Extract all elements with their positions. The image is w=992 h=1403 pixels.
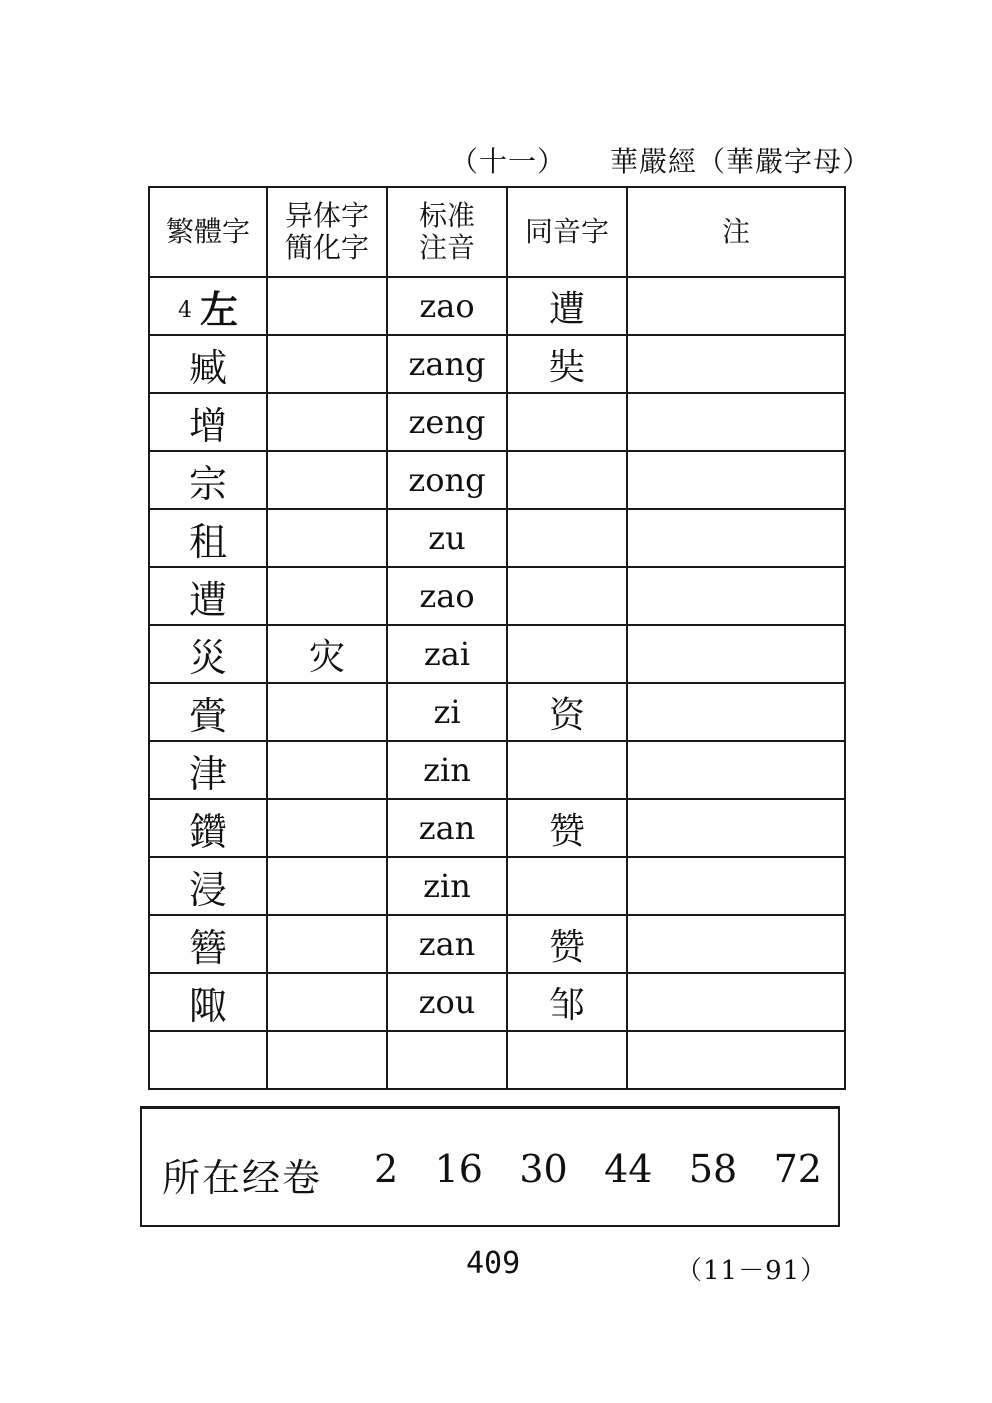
section-number: （十一）: [450, 145, 567, 178]
traditional-char-cell: 鑽: [149, 799, 267, 857]
volume-label: 所在经卷: [162, 1156, 323, 1200]
variant-char-cell: [267, 509, 387, 567]
note-cell: [627, 567, 845, 625]
table-row: [149, 915, 845, 973]
page-header: [450, 140, 871, 180]
homophone-cell: [507, 1031, 627, 1089]
variant-char-cell: [267, 973, 387, 1031]
homophone-cell: [507, 625, 627, 683]
note-cell: [627, 393, 845, 451]
page-title: 華嚴經（華嚴字母）: [610, 145, 872, 178]
volume-number: 44: [604, 1147, 653, 1191]
variant-char-cell: 灾: [267, 625, 387, 683]
pinyin-cell: zai: [387, 625, 507, 683]
variant-char-cell: [267, 451, 387, 509]
character-table: [148, 186, 846, 1090]
table-row: [149, 277, 845, 335]
homophone-cell: [507, 393, 627, 451]
table-body: [149, 277, 845, 1089]
volume-number: 72: [773, 1147, 822, 1191]
homophone-cell: [507, 509, 627, 567]
note-cell: [627, 799, 845, 857]
traditional-char-cell: 遭: [149, 567, 267, 625]
homophone-cell: [507, 567, 627, 625]
variant-char-cell: [267, 277, 387, 335]
variant-char-cell: [267, 799, 387, 857]
traditional-char-cell: 簪: [149, 915, 267, 973]
pinyin-cell: zi: [387, 683, 507, 741]
volume-box: [140, 1106, 840, 1227]
note-cell: [627, 915, 845, 973]
homophone-cell: 赞: [507, 799, 627, 857]
homophone-cell: [507, 857, 627, 915]
note-cell: [627, 509, 845, 567]
table-row: [149, 973, 845, 1031]
header-pinyin: 标准 注音: [387, 187, 507, 277]
traditional-char-cell: 臧: [149, 335, 267, 393]
pinyin-cell: zeng: [387, 393, 507, 451]
pinyin-cell: zan: [387, 799, 507, 857]
traditional-char-cell: 津: [149, 741, 267, 799]
variant-char-cell: [267, 335, 387, 393]
table-header-row: [149, 187, 845, 277]
traditional-char-cell: 陬: [149, 973, 267, 1031]
note-cell: [627, 625, 845, 683]
table-row: [149, 393, 845, 451]
table-row: [149, 683, 845, 741]
variant-char-cell: [267, 567, 387, 625]
homophone-cell: 邹: [507, 973, 627, 1031]
homophone-cell: 赞: [507, 915, 627, 973]
homophone-cell: [507, 451, 627, 509]
volume-number: 2: [374, 1147, 399, 1191]
table-row: [149, 509, 845, 567]
note-cell: [627, 277, 845, 335]
volume-list: [374, 1147, 822, 1191]
variant-char-cell: [267, 915, 387, 973]
traditional-char-cell: 災: [149, 625, 267, 683]
variant-char-cell: [267, 857, 387, 915]
header-homophone: 同音字: [507, 187, 627, 277]
pinyin-cell: zao: [387, 277, 507, 335]
note-cell: [627, 973, 845, 1031]
variant-char-cell: [267, 683, 387, 741]
note-cell: [627, 1031, 845, 1089]
homophone-cell: 资: [507, 683, 627, 741]
volume-number: 16: [434, 1147, 483, 1191]
volume-number: 58: [688, 1147, 738, 1191]
pinyin-cell: zin: [387, 857, 507, 915]
note-cell: [627, 857, 845, 915]
volume-number: 30: [519, 1147, 568, 1191]
table-row: [149, 857, 845, 915]
pinyin-cell: zang: [387, 335, 507, 393]
table-row: [149, 741, 845, 799]
note-cell: [627, 335, 845, 393]
pinyin-cell: zao: [387, 567, 507, 625]
header-traditional: 繁體字: [149, 187, 267, 277]
variant-char-cell: [267, 1031, 387, 1089]
traditional-char-cell: 宗: [149, 451, 267, 509]
pinyin-cell: zu: [387, 509, 507, 567]
table-row: [149, 1031, 845, 1089]
traditional-char-cell: [149, 1031, 267, 1089]
homophone-cell: 奘: [507, 335, 627, 393]
variant-char-cell: [267, 393, 387, 451]
note-cell: [627, 741, 845, 799]
table-row: [149, 335, 845, 393]
pinyin-cell: zong: [387, 451, 507, 509]
table-row: [149, 799, 845, 857]
traditional-char-cell: 4 左: [149, 277, 267, 335]
table-row: [149, 567, 845, 625]
header-variant: 异体字 簡化字: [267, 187, 387, 277]
homophone-cell: [507, 741, 627, 799]
header-note: 注: [627, 187, 845, 277]
pinyin-cell: zou: [387, 973, 507, 1031]
variant-char-cell: [267, 741, 387, 799]
pinyin-cell: zan: [387, 915, 507, 973]
table-row: [149, 625, 845, 683]
traditional-char-cell: 增: [149, 393, 267, 451]
note-cell: [627, 451, 845, 509]
traditional-char-cell: 租: [149, 509, 267, 567]
row-marker: 4: [177, 297, 192, 323]
catalog-code: （11－91）: [676, 1256, 828, 1286]
pinyin-cell: zin: [387, 741, 507, 799]
table-row: [149, 451, 845, 509]
pinyin-cell: [387, 1031, 507, 1089]
homophone-cell: 遭: [507, 277, 627, 335]
page-number: 409: [466, 1246, 521, 1281]
traditional-char-cell: 浸: [149, 857, 267, 915]
note-cell: [627, 683, 845, 741]
traditional-char-cell: 賫: [149, 683, 267, 741]
